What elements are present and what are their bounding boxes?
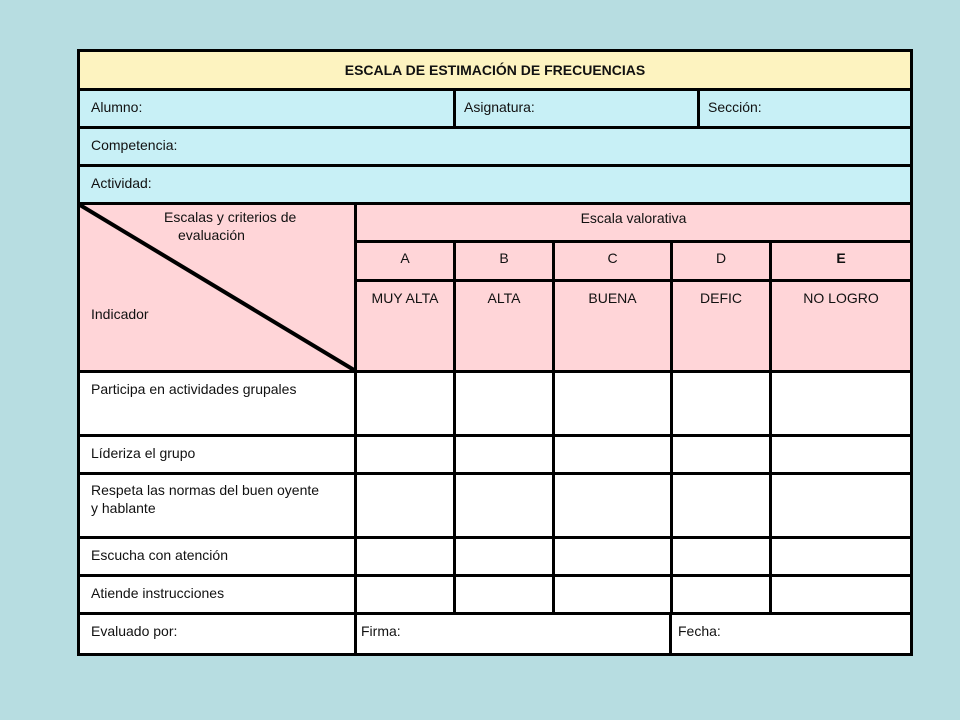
scale-letter-c: C	[555, 243, 670, 279]
firma-field[interactable]: Firma:	[357, 615, 669, 653]
scale-level-alta: ALTA	[456, 282, 552, 370]
scale-level-defic: DEFIC	[673, 282, 769, 370]
asignatura-field[interactable]: Asignatura:	[456, 91, 697, 126]
indicador-label: Indicador	[91, 306, 149, 322]
scale-letter-b: B	[456, 243, 552, 279]
rating-cell[interactable]	[456, 475, 552, 536]
rating-cell[interactable]	[357, 437, 453, 472]
rating-cell[interactable]	[357, 577, 453, 612]
rating-cell[interactable]	[673, 475, 769, 536]
indicator-row-label: Líderiza el grupo	[80, 437, 354, 472]
evaluado-por-field[interactable]: Evaluado por:	[80, 615, 354, 653]
header-corner-cell	[80, 205, 354, 370]
rating-cell[interactable]	[772, 539, 910, 574]
scale-letter-d: D	[673, 243, 769, 279]
rating-cell[interactable]	[772, 437, 910, 472]
rating-cell[interactable]	[357, 475, 453, 536]
indicator-row-label: Atiende instrucciones	[80, 577, 354, 612]
scale-level-buena: BUENA	[555, 282, 670, 370]
rating-cell[interactable]	[357, 539, 453, 574]
actividad-field[interactable]: Actividad:	[80, 167, 910, 202]
rating-cell[interactable]	[772, 475, 910, 536]
alumno-field[interactable]: Alumno:	[80, 91, 453, 126]
rating-cell[interactable]	[772, 577, 910, 612]
form-title: ESCALA DE ESTIMACIÓN DE FRECUENCIAS	[80, 52, 910, 88]
evaluation-form	[77, 49, 913, 656]
rating-cell[interactable]	[555, 373, 670, 434]
seccion-field[interactable]: Sección:	[700, 91, 910, 126]
rating-cell[interactable]	[456, 577, 552, 612]
criteria-label-line1: Escalas y criterios de	[164, 209, 297, 225]
rating-cell[interactable]	[772, 373, 910, 434]
indicator-row-label: Escucha con atención	[80, 539, 354, 574]
scale-level-no-logro: NO LOGRO	[772, 282, 910, 370]
scale-level-muy-alta: MUY ALTA	[357, 282, 453, 370]
rating-cell[interactable]	[456, 539, 552, 574]
rating-cell[interactable]	[456, 437, 552, 472]
rating-cell[interactable]	[555, 475, 670, 536]
competencia-field[interactable]: Competencia:	[80, 129, 910, 164]
rating-cell[interactable]	[555, 437, 670, 472]
rating-cell[interactable]	[357, 373, 453, 434]
fecha-field[interactable]: Fecha:	[672, 615, 910, 653]
scale-letter-e: E	[772, 243, 910, 279]
indicator-row-label: Respeta las normas del buen oyente y hablante	[80, 475, 354, 536]
rating-cell[interactable]	[673, 373, 769, 434]
scale-title: Escala valorativa	[357, 205, 910, 240]
rating-cell[interactable]	[555, 539, 670, 574]
criteria-label-line2: evaluación	[178, 227, 245, 243]
indicator-row-label: Participa en actividades grupales	[80, 373, 354, 434]
rating-cell[interactable]	[673, 437, 769, 472]
rating-cell[interactable]	[555, 577, 670, 612]
rating-cell[interactable]	[456, 373, 552, 434]
scale-letter-a: A	[357, 243, 453, 279]
rating-cell[interactable]	[673, 577, 769, 612]
rating-cell[interactable]	[673, 539, 769, 574]
